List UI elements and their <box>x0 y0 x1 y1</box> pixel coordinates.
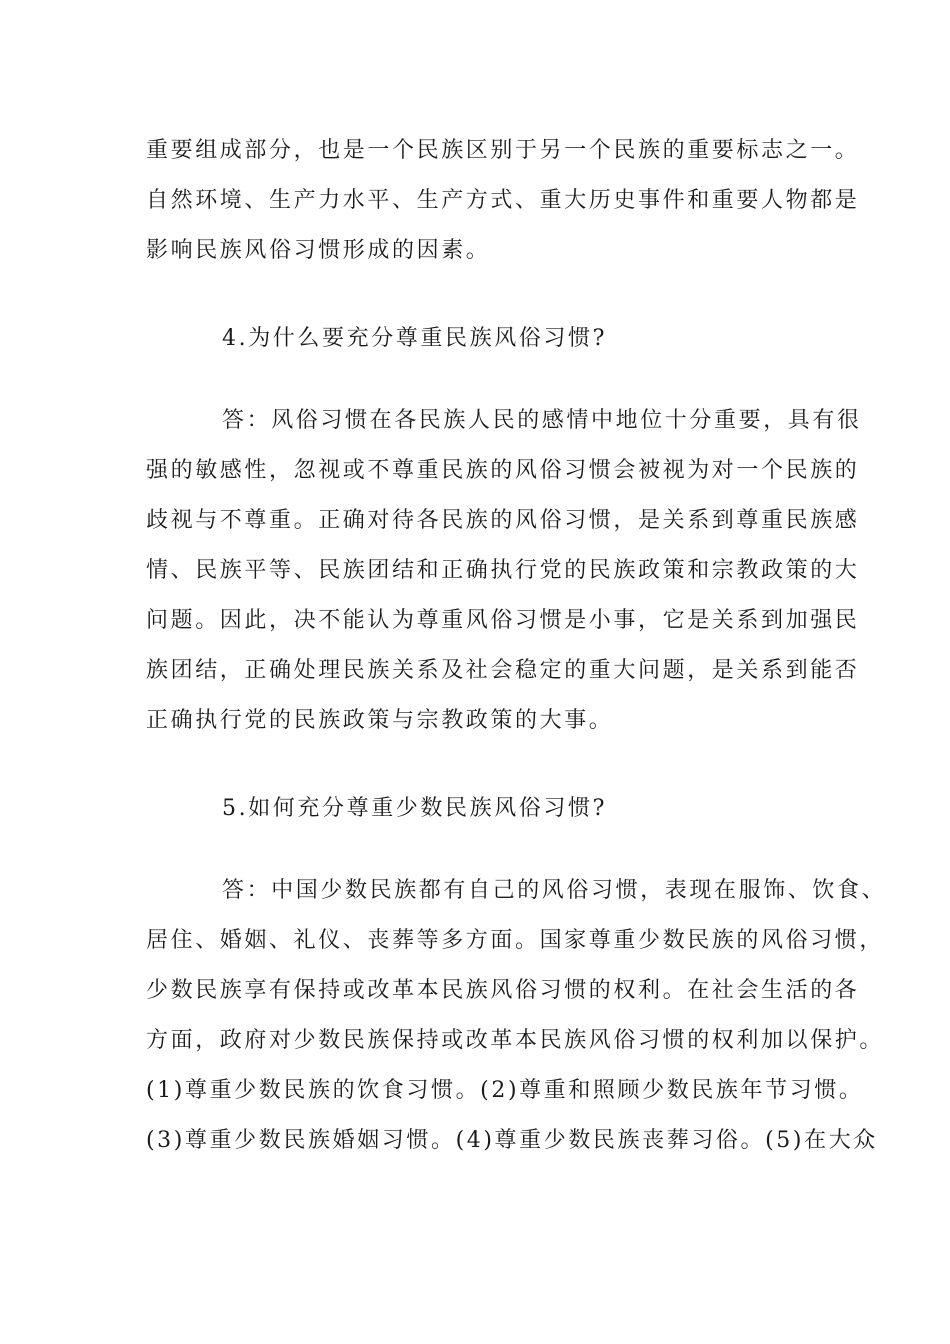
answer-line: 问题。因此，决不能认为尊重风俗习惯是小事，它是关系到加强民 <box>146 608 860 633</box>
answer-line: 情、民族平等、民族团结和正确执行党的民族政策和宗教政策的大 <box>146 558 860 583</box>
answer-line: 族团结，正确处理民族关系及社会稳定的重大问题，是关系到能否 <box>146 658 860 683</box>
question-heading-4: 4.为什么要充分尊重民族风俗习惯? <box>222 326 607 351</box>
paragraph-line: 自然环境、生产力水平、生产方式、重大历史事件和重要人物都是 <box>146 188 860 213</box>
question-heading-5: 5.如何充分尊重少数民族风俗习惯? <box>222 796 607 821</box>
answer-line: 少数民族享有保持或改革本民族风俗习惯的权利。在社会生活的各 <box>146 978 860 1003</box>
answer-line: (3)尊重少数民族婚姻习惯。(4)尊重少数民族丧葬习俗。(5)在大众 <box>146 1128 878 1153</box>
answer-line: 正确执行党的民族政策与宗教政策的大事。 <box>146 708 614 733</box>
answer-line: 居住、婚姻、礼仪、丧葬等多方面。国家尊重少数民族的风俗习惯， <box>146 928 885 953</box>
answer-line: 答：中国少数民族都有自己的风俗习惯，表现在服饰、饮食、 <box>222 878 887 903</box>
answer-line: (1)尊重少数民族的饮食习惯。(2)尊重和照顾少数民族年节习惯。 <box>146 1078 864 1103</box>
paragraph-line: 影响民族风俗习惯形成的因素。 <box>146 238 491 263</box>
paragraph-line: 重要组成部分，也是一个民族区别于另一个民族的重要标志之一。 <box>146 138 860 163</box>
answer-line: 强的敏感性，忽视或不尊重民族的风俗习惯会被视为对一个民族的 <box>146 458 860 483</box>
answer-line: 方面，政府对少数民族保持或改革本民族风俗习惯的权利加以保护。 <box>146 1028 885 1053</box>
answer-line: 歧视与不尊重。正确对待各民族的风俗习惯，是关系到尊重民族感 <box>146 508 860 533</box>
answer-line: 答：风俗习惯在各民族人民的感情中地位十分重要，具有很 <box>222 408 862 433</box>
